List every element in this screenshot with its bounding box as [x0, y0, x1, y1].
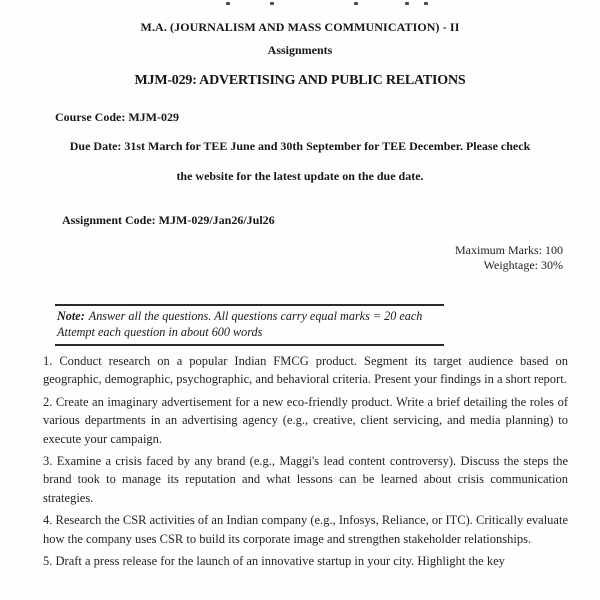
- assignments-heading: Assignments: [267, 43, 333, 57]
- question-4: 4. Research the CSR activities of an Indian company (e.g., Infosys, Reliance, or ITC). Critically evaluate how the company uses CSR to build its corporate image and strengthen stakeholder relationships.: [43, 513, 568, 546]
- marks-block: [455, 243, 563, 273]
- due-date-line-2: the website for the latest update on the due date.: [176, 169, 424, 183]
- question-list: [43, 352, 568, 574]
- note-line-2: Attempt each question in about 600 words: [57, 324, 263, 339]
- text-fragment-dot: [405, 2, 409, 5]
- due-date-line-1: Due Date: 31st March for TEE June and 30th September for TEE December. Please check: [69, 139, 531, 153]
- course-title: MJM-029: ADVERTISING AND PUBLIC RELATIONS: [134, 73, 466, 88]
- question-2: 2. Create an imaginary advertisement for a new eco-friendly product. Write a brief detailing the roles of various departments in an advertising agency (e.g., creative, client servicing, and media planning) to execute your campaign.: [43, 394, 568, 446]
- text-fragment-dot: [226, 2, 230, 5]
- note-box: [55, 304, 444, 346]
- weightage: Weightage: 30%: [483, 258, 563, 272]
- question-1: 1. Conduct research on a popular Indian FMCG product. Segment its target audience based on geographic, demographic, psychographic, and behavioral criteria. Present your findings in a short report.: [43, 354, 568, 387]
- maximum-marks: Maximum Marks: 100: [455, 243, 563, 257]
- note-instruction: Answer all the questions. All questions carry equal marks = 20 each: [88, 309, 423, 323]
- text-fragment-dot: [270, 2, 274, 5]
- text-fragment-dot: [354, 2, 358, 5]
- program-title: M.A. (JOURNALISM AND MASS COMMUNICATION) - II: [140, 20, 460, 34]
- clipped-top-line-fragment: [0, 0, 600, 7]
- question-5: 5. Draft a press release for the launch of an innovative startup in your city. Highlight the key: [43, 554, 505, 569]
- note-label: Note:: [57, 309, 85, 323]
- assignment-code: Assignment Code: MJM-029/Jan26/Jul26: [62, 213, 275, 227]
- question-3: 3. Examine a crisis faced by any brand (e.g., Maggi's lead content controversy). Discuss the steps the brand took to manage its reputation and what lessons can be learned about crisis communication strategies.: [43, 454, 568, 505]
- text-fragment-dot: [424, 2, 428, 5]
- note-line-1: [57, 309, 442, 325]
- course-code: Course Code: MJM-029: [55, 110, 179, 124]
